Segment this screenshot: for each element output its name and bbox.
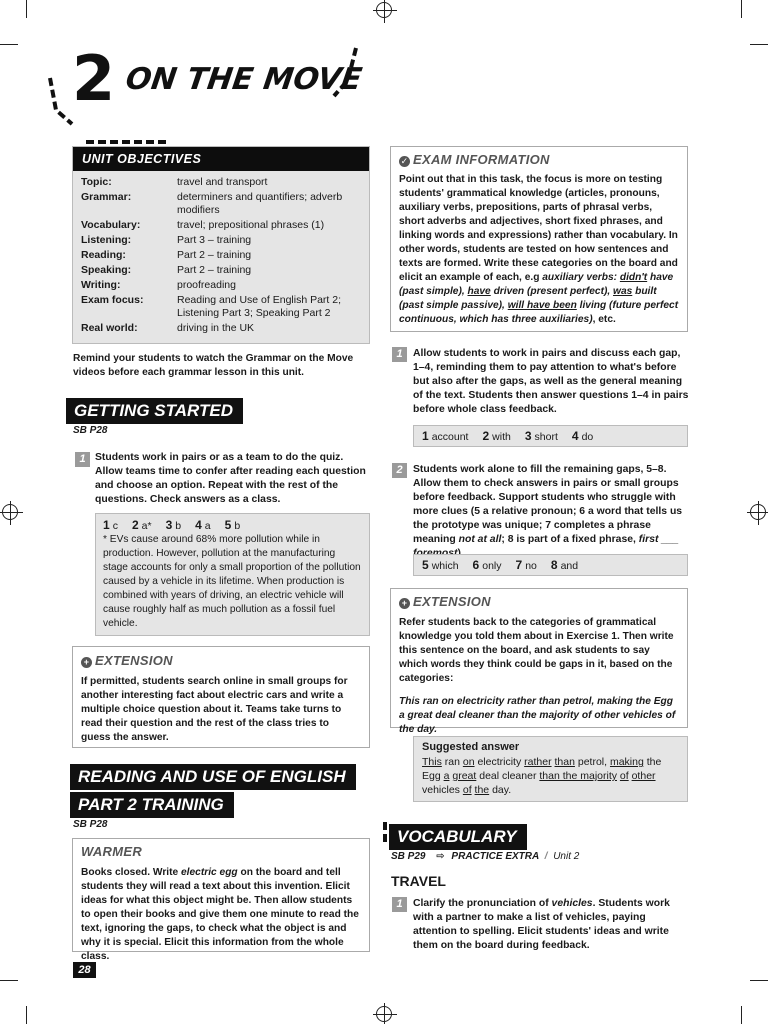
answer-value: a* [141, 520, 152, 532]
objective-key: Real world: [81, 322, 138, 334]
travel-subheading: TRAVEL [391, 873, 446, 889]
registration-mark-icon [750, 504, 766, 520]
answer-value: short [534, 431, 558, 443]
answer-item [516, 560, 537, 572]
extension-header: EXTENSION [95, 653, 173, 668]
unit-number: 2 [72, 42, 114, 115]
quiz-answer-note: * EVs cause around 68% more pollution while in production. However, pollution at the manufacturing stage accounts for only a small proportion of the pollution caused by a vehicle in its lifetime. When production is combined with years of driving, an electric vehicle will cause roughly half as much pollution as a fossil fuel vehicle. [103, 534, 361, 629]
exam-info-header: EXAM INFORMATION [413, 152, 550, 167]
objective-row [81, 174, 361, 189]
reading-heading-line1: READING AND USE OF ENGLISH [70, 764, 356, 790]
answer-item [525, 431, 558, 443]
registration-mark-icon [376, 2, 392, 18]
extension-text: If permitted, students search online in small groups for another interesting fact about electric cars and write a multiple choice question about it. Teams take turns to read their question and the rest of the class tries to guess the answer. [81, 676, 348, 743]
answer-value: and [560, 560, 579, 572]
objective-row [81, 277, 361, 292]
extension2-header: EXTENSION [413, 594, 491, 609]
answer-number: 5 [422, 558, 429, 572]
answer-number: 1 [103, 518, 110, 532]
step-number: 2 [392, 463, 407, 478]
answer-value: account [431, 431, 469, 443]
getting-started-step1-text: Students work in pairs or as a team to do the quiz. Allow teams time to confer after reading each question and choose an option. Repeat with the rest of the questions. Check answers as a class. [95, 452, 366, 505]
vocabulary-heading: VOCABULARY [389, 824, 527, 850]
registration-mark-icon [376, 1006, 392, 1022]
answer-number: 4 [195, 518, 202, 532]
objective-row [81, 189, 361, 217]
step-number: 1 [392, 897, 407, 912]
objective-row [81, 320, 361, 335]
objective-key: Topic: [81, 176, 112, 188]
crop-mark [750, 980, 768, 981]
quiz-answer-list [103, 518, 362, 532]
answer-value: c [112, 520, 118, 532]
crop-mark [750, 44, 768, 45]
crop-mark [26, 1006, 27, 1024]
reading-heading-line2: PART 2 TRAINING [70, 792, 234, 818]
answer-number: 2 [482, 429, 490, 443]
warmer-text: Books closed. Write electric egg on the board and tell students they will read a text about this invention. Elicit ideas for what this object might be. Then allow students to open their books and give them one minute to read the text, ignoring the gaps, to check what the object is and why it is special. Elicit this information from the whole class. [81, 867, 359, 962]
vocab-ref-line: SB P29 ⇨ PRACTICE EXTRA / Unit 2 [391, 851, 580, 862]
crop-mark [0, 44, 18, 45]
answer-number: 2 [131, 518, 139, 532]
answer-value: b [175, 520, 182, 532]
objective-value: driving in the UK [177, 322, 255, 334]
objective-value: Part 2 – training [177, 264, 252, 276]
step-number: 1 [75, 452, 90, 467]
answer-number: 3 [524, 429, 532, 443]
answer-number: 5 [224, 518, 232, 532]
crop-mark [741, 1006, 742, 1024]
objective-value: Part 2 – training [177, 249, 252, 261]
arrow-right-icon: ⇨ [436, 851, 445, 862]
objective-key: Reading: [81, 249, 126, 261]
objective-key: Listening: [81, 234, 132, 246]
unit-title: ON THE MOVE [123, 62, 365, 97]
getting-started-heading: GETTING STARTED [66, 398, 243, 424]
step2-text: Students work alone to fill the remaining gaps, 5–8. Allow them to check answers in pairs or small groups before feedback. Support students who struggle with more clues (5 a relative pronoun; 6 a word that tells us the prototype was unique; 7 completes a phrase meaning not at all; 8 is part of a fixed phrase, first ___ [413, 464, 683, 545]
quiz-answers-box [95, 513, 370, 636]
suggested-answer-text: This ran on electricity rather than petrol, making the Egg a great deal cleaner than the majority of other vehicles of the day. [422, 756, 662, 796]
answer-item [422, 560, 459, 572]
answer-number: 7 [515, 558, 523, 572]
objective-value: travel; prepositional phrases (1) [177, 219, 325, 231]
answer-value: only [482, 560, 502, 572]
suggested-answer-box [413, 736, 688, 802]
answer-item [422, 431, 468, 443]
objective-row [81, 262, 361, 277]
practice-extra-label: PRACTICE EXTRA [451, 851, 539, 862]
warmer-header: WARMER [81, 844, 143, 859]
registration-mark-icon [2, 504, 18, 520]
exam-information-box [390, 146, 688, 332]
warmer-box [72, 838, 370, 962]
extension2-text: Refer students back to the categories of grammatical knowledge you told them about in Exercise 1. Then write this sentence on the board, and ask students to say which words they think could be gaps in it, based on the categories: [399, 617, 674, 684]
answer-value: no [525, 560, 537, 572]
answer-number: 6 [472, 558, 480, 572]
objective-row [81, 292, 361, 320]
objective-value: Reading and Use of English Part 2; Listening Part 3; Speaking Part 2 [177, 294, 342, 319]
answer-item [482, 431, 510, 443]
answer-item [225, 520, 241, 532]
objective-key: Vocabulary: [81, 219, 141, 231]
answer-item [132, 520, 152, 532]
step1-text: Allow students to work in pairs and discuss each gap, 1–4, reminding them to pay attention to what's before but also after the gaps, as well as the general meaning of the text. Students then answer questions 1–4 in pairs before whole class feedback. [413, 348, 689, 415]
extension2-sentence: This ran on electricity rather than petrol, making the Egg a great deal cleaner than the majority of other vehicles of the day. [399, 696, 676, 735]
objective-key: Grammar: [81, 191, 132, 203]
answer-value: with [492, 431, 511, 443]
objectives-dash-deco [86, 140, 166, 145]
objectives-table [81, 174, 361, 335]
answer-item [103, 520, 118, 532]
answer-item [473, 560, 502, 572]
vocab-sb-ref: SB P29 [391, 851, 426, 862]
answer-value: which [431, 560, 459, 572]
unit-objectives-header: UNIT OBJECTIVES [73, 147, 369, 171]
answer-number: 4 [571, 429, 579, 443]
objective-row [81, 247, 361, 262]
reading-sb-ref: SB P28 [73, 819, 108, 830]
step2-answers-box [413, 554, 688, 576]
objective-value: travel and transport [177, 176, 268, 188]
objective-key: Exam focus: [81, 294, 144, 306]
answer-item [166, 520, 182, 532]
plus-circle-icon: + [399, 598, 410, 609]
crop-mark [26, 0, 27, 18]
objective-value: Part 3 – training [177, 234, 252, 246]
answer-value: a [204, 520, 211, 532]
objective-value: determiners and quantifiers; adverb modifiers [177, 191, 343, 216]
extension-box [72, 646, 370, 748]
answer-number: 8 [550, 558, 558, 572]
plus-circle-icon: + [81, 657, 92, 668]
objective-key: Speaking: [81, 264, 132, 276]
suggested-answer-header: Suggested answer [422, 741, 520, 753]
objective-row [81, 232, 361, 247]
answer-number: 1 [422, 429, 429, 443]
check-circle-icon: ✓ [400, 156, 409, 166]
extension2-box [390, 588, 688, 735]
unit-bracket-right-icon [326, 44, 360, 104]
objective-key: Writing: [81, 279, 121, 291]
objective-row [81, 217, 361, 232]
crop-mark [0, 980, 18, 981]
answer-item [195, 520, 211, 532]
step-number: 1 [392, 347, 407, 362]
unit-ref: Unit 2 [553, 851, 580, 862]
getting-started-sb-ref: SB P28 [73, 425, 108, 436]
answer-value: b [234, 520, 241, 532]
exam-info-text: Point out that in this task, the focus is more on testing students' grammatical knowledge (articles, pronouns, auxiliary verbs, prepositions, parts of phrasal verbs, short adverbs and adjectives, short fixed phrases, and linking words and expressions) rather than vocabulary. In other words, students are tested on how sentences and texts are formed. Write these categories on the board and elicit an example of each, e.g auxiliary verbs: didn't have (past simple), have driven (present perfect), was built (past simple passive), will have been living (future perfect continuous, which has three auxiliaries), etc. [399, 174, 679, 325]
crop-mark [741, 0, 742, 18]
vocab-step1-text: Clarify the pronunciation of vehicles. Students work with a partner to make a list of vehicles, paying attention to spelling. Elicit students' ideas and write them on the board during feedback. [413, 898, 670, 951]
answer-item [572, 431, 593, 443]
answer-value: do [581, 431, 594, 443]
answer-item [551, 560, 578, 572]
page-number: 28 [73, 962, 96, 978]
remind-text: Remind your students to watch the Grammar on the Move videos before each grammar lesson in this unit. [73, 353, 354, 378]
answer-number: 3 [165, 518, 173, 532]
unit-objectives-box [72, 146, 370, 344]
step1-answers-box [413, 425, 688, 447]
objective-value: proofreading [177, 279, 236, 291]
